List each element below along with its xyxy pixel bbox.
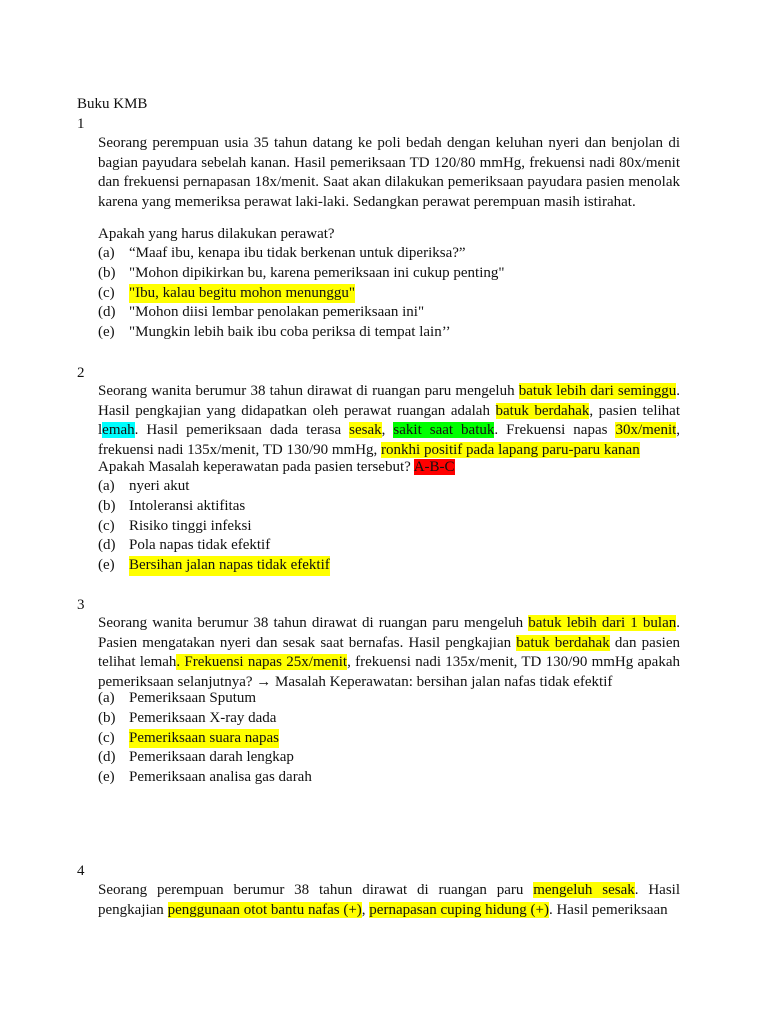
highlight-run: batuk berdahak — [516, 634, 610, 651]
question-number-3: 3 — [77, 597, 85, 613]
text-run: dan pasien telihat lemah — [98, 634, 680, 670]
option-label: (e) — [98, 769, 115, 786]
option-text: Pemeriksaan X-ray dada — [129, 709, 277, 726]
highlight-run: penggunaan otot bantu nafas (+) — [167, 901, 362, 918]
question-2-prompt — [98, 458, 455, 478]
highlight-run: batuk lebih dari 1 bulan — [528, 615, 677, 631]
text-run: . Hasil pemeriksaan — [548, 901, 668, 918]
option-label: (c) — [98, 517, 115, 534]
option-text-highlighted: "Ibu, kalau begitu mohon menunggu" — [129, 284, 355, 304]
text-run: , frekuensi nadi 135x/menit, TD 130/90 mmHg, — [98, 422, 681, 458]
prompt-text: Apakah Masalah keperawatan pada pasien tersebut? — [98, 459, 414, 475]
option-text: "Mohon diisi lembar penolakan pemeriksaan ini" — [129, 304, 425, 321]
option-label: (a) — [98, 690, 115, 706]
text-run: Masalah Keperawatan: bersihan jalan nafas tidak efektif — [271, 673, 613, 690]
question-1-paragraph: Seorang perempuan usia 35 tahun datang ke poli bedah dengan keluhan nyeri dan benjolan di bagian payudara sebelah kanan. Hasil pemeriksaan TD 120/80 mmHg, frekuensi nadi 80x/menit dan frekuensi pernapasan 18x/menit. Saat akan dilakukan pemeriksaan payudara pasien menolak karena yang memeriksa perawat laki-laki. Sedangkan perawat perempuan masih istirahat. — [98, 135, 680, 210]
text-run: Seorang wanita berumur 38 tahun dirawat di ruangan paru mengeluh — [98, 383, 519, 399]
option-text: nyeri akut — [129, 478, 190, 494]
text-run: Seorang perempuan berumur 38 tahun dirawat di ruangan paru — [98, 882, 534, 898]
arrow-icon: → — [256, 673, 272, 690]
option-text: Pola napas tidak efektif — [129, 537, 271, 554]
question-3-paragraph — [98, 614, 680, 692]
answer-tag: A-B-C — [413, 459, 455, 475]
text-run: , frekuensi nadi 135x/menit, TD 130/90 mmHg apakah pemeriksaan selanjutnya? — [98, 654, 680, 690]
option-text-highlighted: Pemeriksaan suara napas — [129, 729, 279, 749]
question-number-1: 1 — [77, 116, 85, 132]
option-text: Pemeriksaan darah lengkap — [129, 749, 294, 766]
option-label: (a) — [98, 245, 115, 261]
document-title: Buku KMB — [77, 96, 148, 112]
question-number-4: 4 — [77, 863, 85, 879]
highlight-run: pernapasan cuping hidung (+) — [369, 901, 549, 918]
option-text: "Mohon dipikirkan bu, karena pemeriksaan ini cukup penting" — [129, 264, 505, 281]
text-run: . Frekuensi napas — [494, 422, 616, 438]
question-2-paragraph — [98, 382, 680, 460]
highlight-run: 30x/menit — [615, 422, 677, 438]
option-text: “Maaf ibu, kenapa ibu tidak berkenan untuk diperiksa?” — [129, 245, 466, 261]
option-label: (e) — [98, 324, 115, 341]
highlight-run: batuk berdahak — [495, 402, 590, 419]
highlight-run: . Frekuensi napas 25x/menit — [176, 654, 348, 670]
option-label: (c) — [98, 729, 115, 746]
option-label: (a) — [98, 478, 115, 494]
text-run: . Pasien mengatakan nyeri dan sesak saat bernafas. Hasil pengkajian — [98, 615, 680, 651]
option-text-highlighted: Bersihan jalan napas tidak efektif — [129, 556, 330, 576]
highlight-run: ronkhi positif pada lapang paru-paru kanan — [381, 441, 640, 458]
question-4-paragraph — [98, 881, 680, 920]
option-label: (b) — [98, 497, 116, 514]
text-run: . Hasil pengkajian — [98, 882, 681, 918]
option-label: (e) — [98, 557, 115, 574]
text-run: , — [361, 901, 370, 918]
text-run: Seorang wanita berumur 38 tahun dirawat di ruangan paru mengeluh — [98, 615, 529, 631]
highlight-run: batuk lebih dari seminggu — [518, 383, 677, 399]
option-text: Intoleransi aktifitas — [129, 497, 246, 514]
option-text: Pemeriksaan Sputum — [129, 690, 257, 706]
option-label: (d) — [98, 304, 116, 321]
highlight-run: mengeluh sesak — [533, 882, 635, 898]
option-label: (b) — [98, 709, 116, 726]
question-number-2: 2 — [77, 365, 85, 381]
text-run: . Hasil pengkajian yang didapatkan oleh perawat ruangan adalah — [98, 383, 680, 419]
text-run: , — [381, 422, 394, 438]
highlight-run: sesak — [349, 422, 382, 438]
option-text: Risiko tinggi infeksi — [129, 517, 252, 534]
highlight-run: emah — [102, 422, 135, 438]
question-1-prompt: Apakah yang harus dilakukan perawat? — [98, 226, 335, 242]
option-label: (b) — [98, 264, 116, 281]
option-text: "Mungkin lebih baik ibu coba periksa di tempat lain’’ — [129, 324, 451, 341]
option-text: Pemeriksaan analisa gas darah — [129, 769, 312, 786]
text-run: . Hasil pemeriksaan dada terasa — [134, 422, 350, 438]
option-label: (d) — [98, 749, 116, 766]
option-label: (c) — [98, 284, 115, 301]
option-label: (d) — [98, 537, 116, 554]
highlight-run: sakit saat batuk — [393, 422, 495, 438]
text-run: , pasien telihat l — [98, 402, 680, 438]
